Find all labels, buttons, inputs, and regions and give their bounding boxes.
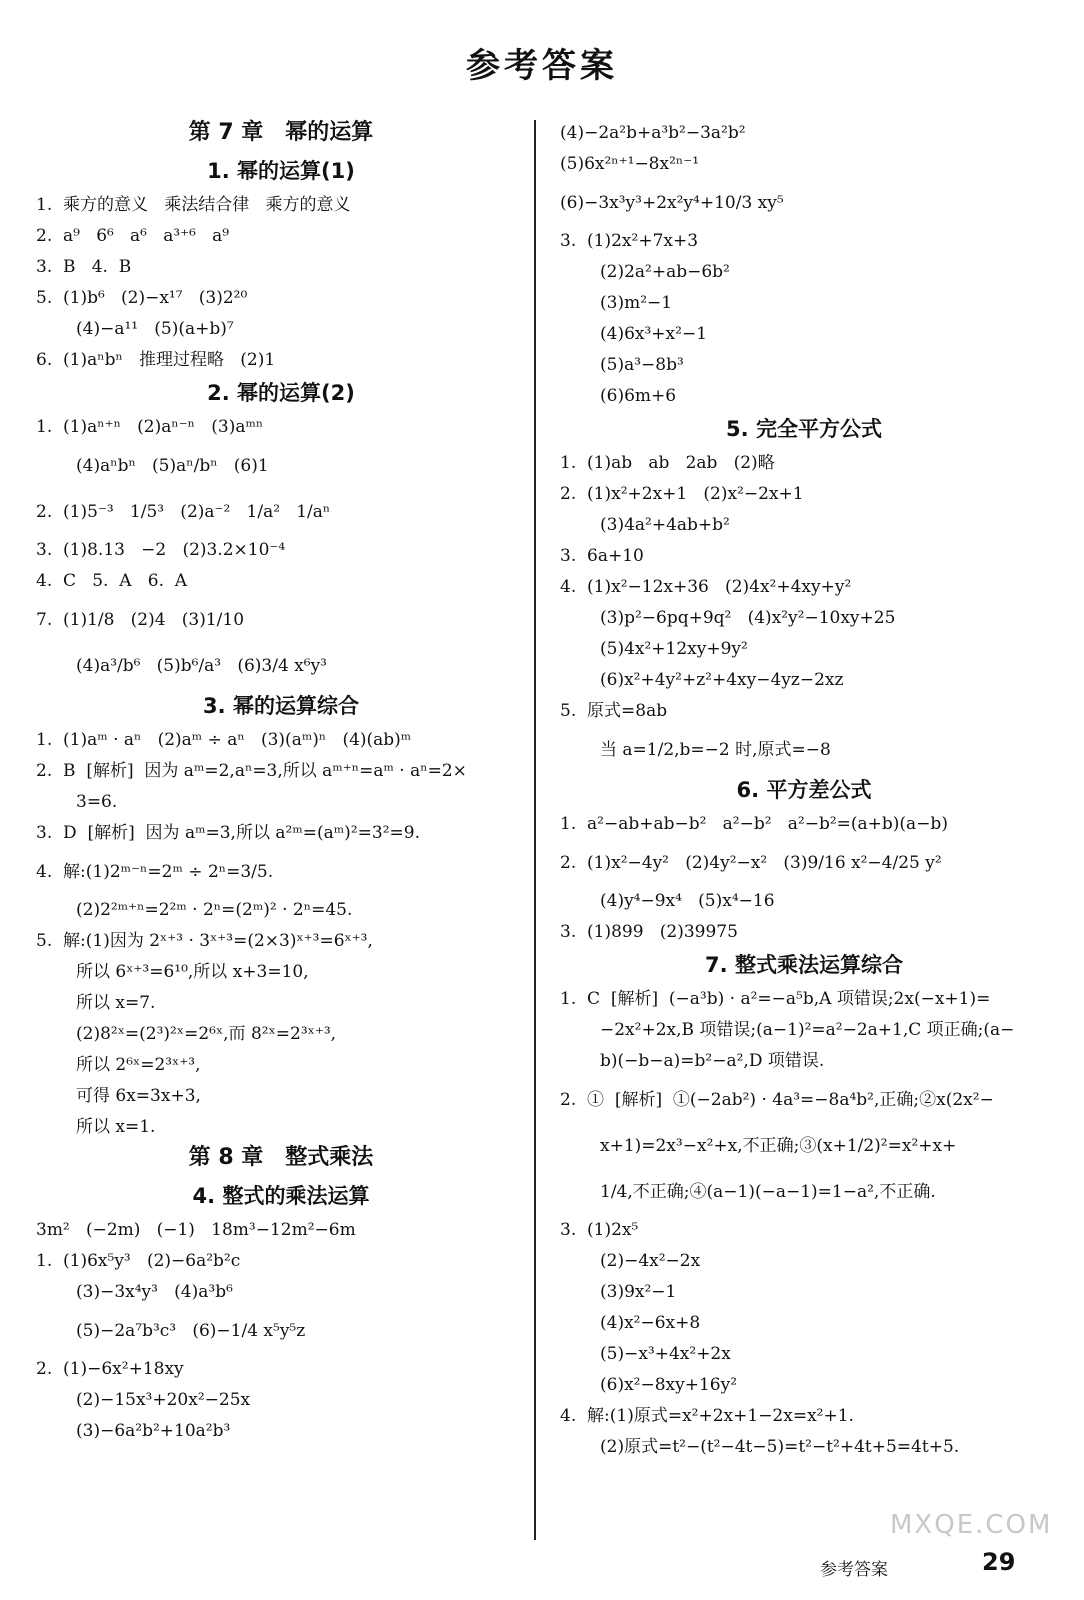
section-heading: 4. 整式的乘法运算 bbox=[192, 1184, 370, 1208]
answer-line: (6)6m+6 bbox=[600, 386, 677, 406]
answer-line: (4)a³/b⁶ (5)b⁶/a³ (6)3/4 x⁶y³ bbox=[76, 656, 327, 676]
answer-line: (3)4a²+4ab+b² bbox=[600, 515, 730, 535]
answer-line: (2)原式=t²−(t²−4t−5)=t²−t²+4t+5=4t+5. bbox=[600, 1437, 960, 1457]
answer-line: 所以 6ˣ⁺³=6¹⁰,所以 x+3=10, bbox=[76, 962, 309, 982]
answer-line: 3. (1)8.13 −2 (2)3.2×10⁻⁴ bbox=[36, 540, 286, 560]
answer-line: 7. (1)1/8 (2)4 (3)1/10 bbox=[36, 610, 245, 630]
footer-label: 参考答案 bbox=[820, 1560, 888, 1580]
answer-line: (3)−3x⁴y³ (4)a³b⁶ bbox=[76, 1282, 233, 1302]
answer-line: 1. a²−ab+ab−b² a²−b² a²−b²=(a+b)(a−b) bbox=[560, 814, 948, 834]
answer-line: 1. 乘方的意义 乘法结合律 乘方的意义 bbox=[36, 195, 351, 215]
answer-line: 3. 6a+10 bbox=[560, 546, 644, 566]
answer-line: 4. 解:(1)2ᵐ⁻ⁿ=2ᵐ ÷ 2ⁿ=3/5. bbox=[36, 862, 274, 882]
answer-line: (4)y⁴−9x⁴ (5)x⁴−16 bbox=[600, 891, 775, 911]
answer-line: 3. (1)2x²+7x+3 bbox=[560, 231, 699, 251]
answer-line: 1. (1)ab ab 2ab (2)略 bbox=[560, 453, 775, 473]
answer-line: 4. C 5. A 6. A bbox=[36, 571, 188, 591]
answer-line: (4)−2a²b+a³b²−3a²b² bbox=[560, 123, 746, 143]
answer-line: 3. (1)899 (2)39975 bbox=[560, 922, 738, 942]
answer-line: 3. (1)2x⁵ bbox=[560, 1220, 639, 1240]
answer-line: 1. (1)aⁿ⁺ⁿ (2)aⁿ⁻ⁿ (3)aᵐⁿ bbox=[36, 417, 264, 437]
answer-line: (3)m²−1 bbox=[600, 293, 673, 313]
answer-line: 5. (1)b⁶ (2)−x¹⁷ (3)2²⁰ bbox=[36, 288, 248, 308]
answer-line: 所以 x=7. bbox=[76, 993, 156, 1013]
answer-line: 1/4,不正确;④(a−1)(−a−1)=1−a²,不正确. bbox=[600, 1182, 936, 1202]
answer-line: (2)−4x²−2x bbox=[600, 1251, 701, 1271]
answer-line: x+1)=2x³−x²+x,不正确;③(x+1/2)²=x²+x+ bbox=[600, 1136, 957, 1156]
answer-line: 3. D [解析] 因为 aᵐ=3,所以 a²ᵐ=(aᵐ)²=3²=9. bbox=[36, 823, 420, 843]
answer-line: (6)x²−8xy+16y² bbox=[600, 1375, 738, 1395]
answer-line: 2. (1)x²+2x+1 (2)x²−2x+1 bbox=[560, 484, 804, 504]
answer-line: 3. B 4. B bbox=[36, 257, 132, 277]
answer-line: (5)−2a⁷b³c³ (6)−1/4 x⁵y⁵z bbox=[76, 1321, 306, 1341]
answer-line: (2)2a²+ab−6b² bbox=[600, 262, 730, 282]
answer-line: 1. C [解析] (−a³b) · a²=−a⁵b,A 项错误;2x(−x+1)= bbox=[560, 989, 991, 1009]
answer-line: (3)p²−6pq+9q² (4)x²y²−10xy+25 bbox=[600, 608, 896, 628]
answer-line: (4)6x³+x²−1 bbox=[600, 324, 708, 344]
answer-line: (2)−15x³+20x²−25x bbox=[76, 1390, 251, 1410]
right-column bbox=[560, 118, 1048, 1463]
answer-line: 2. (1)x²−4y² (2)4y²−x² (3)9/16 x²−4/25 y² bbox=[560, 853, 942, 873]
column-divider bbox=[534, 120, 536, 1540]
answer-line: (2)2²ᵐ⁺ⁿ=2²ᵐ · 2ⁿ=(2ᵐ)² · 2ⁿ=45. bbox=[76, 900, 353, 920]
answer-line: (4)x²−6x+8 bbox=[600, 1313, 701, 1333]
answer-line: 3=6. bbox=[76, 792, 118, 812]
chapter-heading: 第 8 章 整式乘法 bbox=[188, 1145, 374, 1170]
section-heading: 1. 幂的运算(1) bbox=[207, 159, 355, 183]
answer-line: (4)−a¹¹ (5)(a+b)⁷ bbox=[76, 319, 234, 339]
answer-line: (6)x²+4y²+z²+4xy−4yz−2xz bbox=[600, 670, 844, 690]
answer-line: b)(−b−a)=b²−a²,D 项错误. bbox=[600, 1051, 825, 1071]
answer-line: (2)8²ˣ=(2³)²ˣ=2⁶ˣ,而 8²ˣ=2³ˣ⁺³, bbox=[76, 1024, 337, 1044]
answer-line: 2. ① [解析] ①(−2ab²) · 4a³=−8a⁴b²,正确;②x(2x²− bbox=[560, 1090, 994, 1110]
answer-line: −2x²+2x,B 项错误;(a−1)²=a²−2a+1,C 项正确;(a− bbox=[600, 1020, 1015, 1040]
answer-line: (4)aⁿbⁿ (5)aⁿ/bⁿ (6)1 bbox=[76, 456, 269, 476]
section-heading: 7. 整式乘法运算综合 bbox=[705, 953, 903, 977]
answer-line: 所以 x=1. bbox=[76, 1117, 156, 1137]
answer-line: 2. (1)−6x²+18xy bbox=[36, 1359, 184, 1379]
watermark: MXQE.COM bbox=[890, 1510, 1053, 1540]
section-heading: 2. 幂的运算(2) bbox=[207, 381, 355, 405]
answer-line: 6. (1)aⁿbⁿ 推理过程略 (2)1 bbox=[36, 350, 276, 370]
section-heading: 6. 平方差公式 bbox=[736, 778, 872, 802]
answer-line: 5. 解:(1)因为 2ˣ⁺³ · 3ˣ⁺³=(2×3)ˣ⁺³=6ˣ⁺³, bbox=[36, 931, 373, 951]
answer-line: 4. 解:(1)原式=x²+2x+1−2x=x²+1. bbox=[560, 1406, 854, 1426]
answer-line: (3)9x²−1 bbox=[600, 1282, 677, 1302]
answer-line: 当 a=1/2,b=−2 时,原式=−8 bbox=[600, 740, 831, 760]
answer-line: 3m² (−2m) (−1) 18m³−12m²−6m bbox=[36, 1220, 356, 1240]
answer-line: 所以 2⁶ˣ=2³ˣ⁺³, bbox=[76, 1055, 201, 1075]
answer-line: (6)−3x³y³+2x²y⁴+10/3 xy⁵ bbox=[560, 193, 784, 213]
answer-line: (5)6x²ⁿ⁺¹−8x²ⁿ⁻¹ bbox=[560, 154, 700, 174]
page-number: 29 bbox=[982, 1548, 1016, 1576]
chapter-heading: 第 7 章 幂的运算 bbox=[188, 120, 374, 145]
answer-line: 可得 6x=3x+3, bbox=[76, 1086, 201, 1106]
answer-line: (3)−6a²b²+10a²b³ bbox=[76, 1421, 231, 1441]
answer-line: 2. a⁹ 6⁶ a⁶ a³⁺⁶ a⁹ bbox=[36, 226, 230, 246]
section-heading: 3. 幂的运算综合 bbox=[203, 694, 359, 718]
answer-line: 5. 原式=8ab bbox=[560, 701, 668, 721]
answer-line: 1. (1)aᵐ · aⁿ (2)aᵐ ÷ aⁿ (3)(aᵐ)ⁿ (4)(ab)ᵐ bbox=[36, 730, 412, 750]
answer-line: 4. (1)x²−12x+36 (2)4x²+4xy+y² bbox=[560, 577, 852, 597]
section-heading: 5. 完全平方公式 bbox=[726, 417, 882, 441]
answer-line: (5)4x²+12xy+9y² bbox=[600, 639, 748, 659]
answer-line: (5)−x³+4x²+2x bbox=[600, 1344, 731, 1364]
left-column bbox=[36, 118, 526, 1447]
page-title: 参考答案 bbox=[466, 46, 618, 86]
answer-line: 1. (1)6x⁵y³ (2)−6a²b²c bbox=[36, 1251, 241, 1271]
answer-line: (5)a³−8b³ bbox=[600, 355, 684, 375]
answer-line: 2. B [解析] 因为 aᵐ=2,aⁿ=3,所以 aᵐ⁺ⁿ=aᵐ · aⁿ=2× bbox=[36, 761, 467, 781]
answer-line: 2. (1)5⁻³ 1/5³ (2)a⁻² 1/a² 1/aⁿ bbox=[36, 502, 331, 522]
